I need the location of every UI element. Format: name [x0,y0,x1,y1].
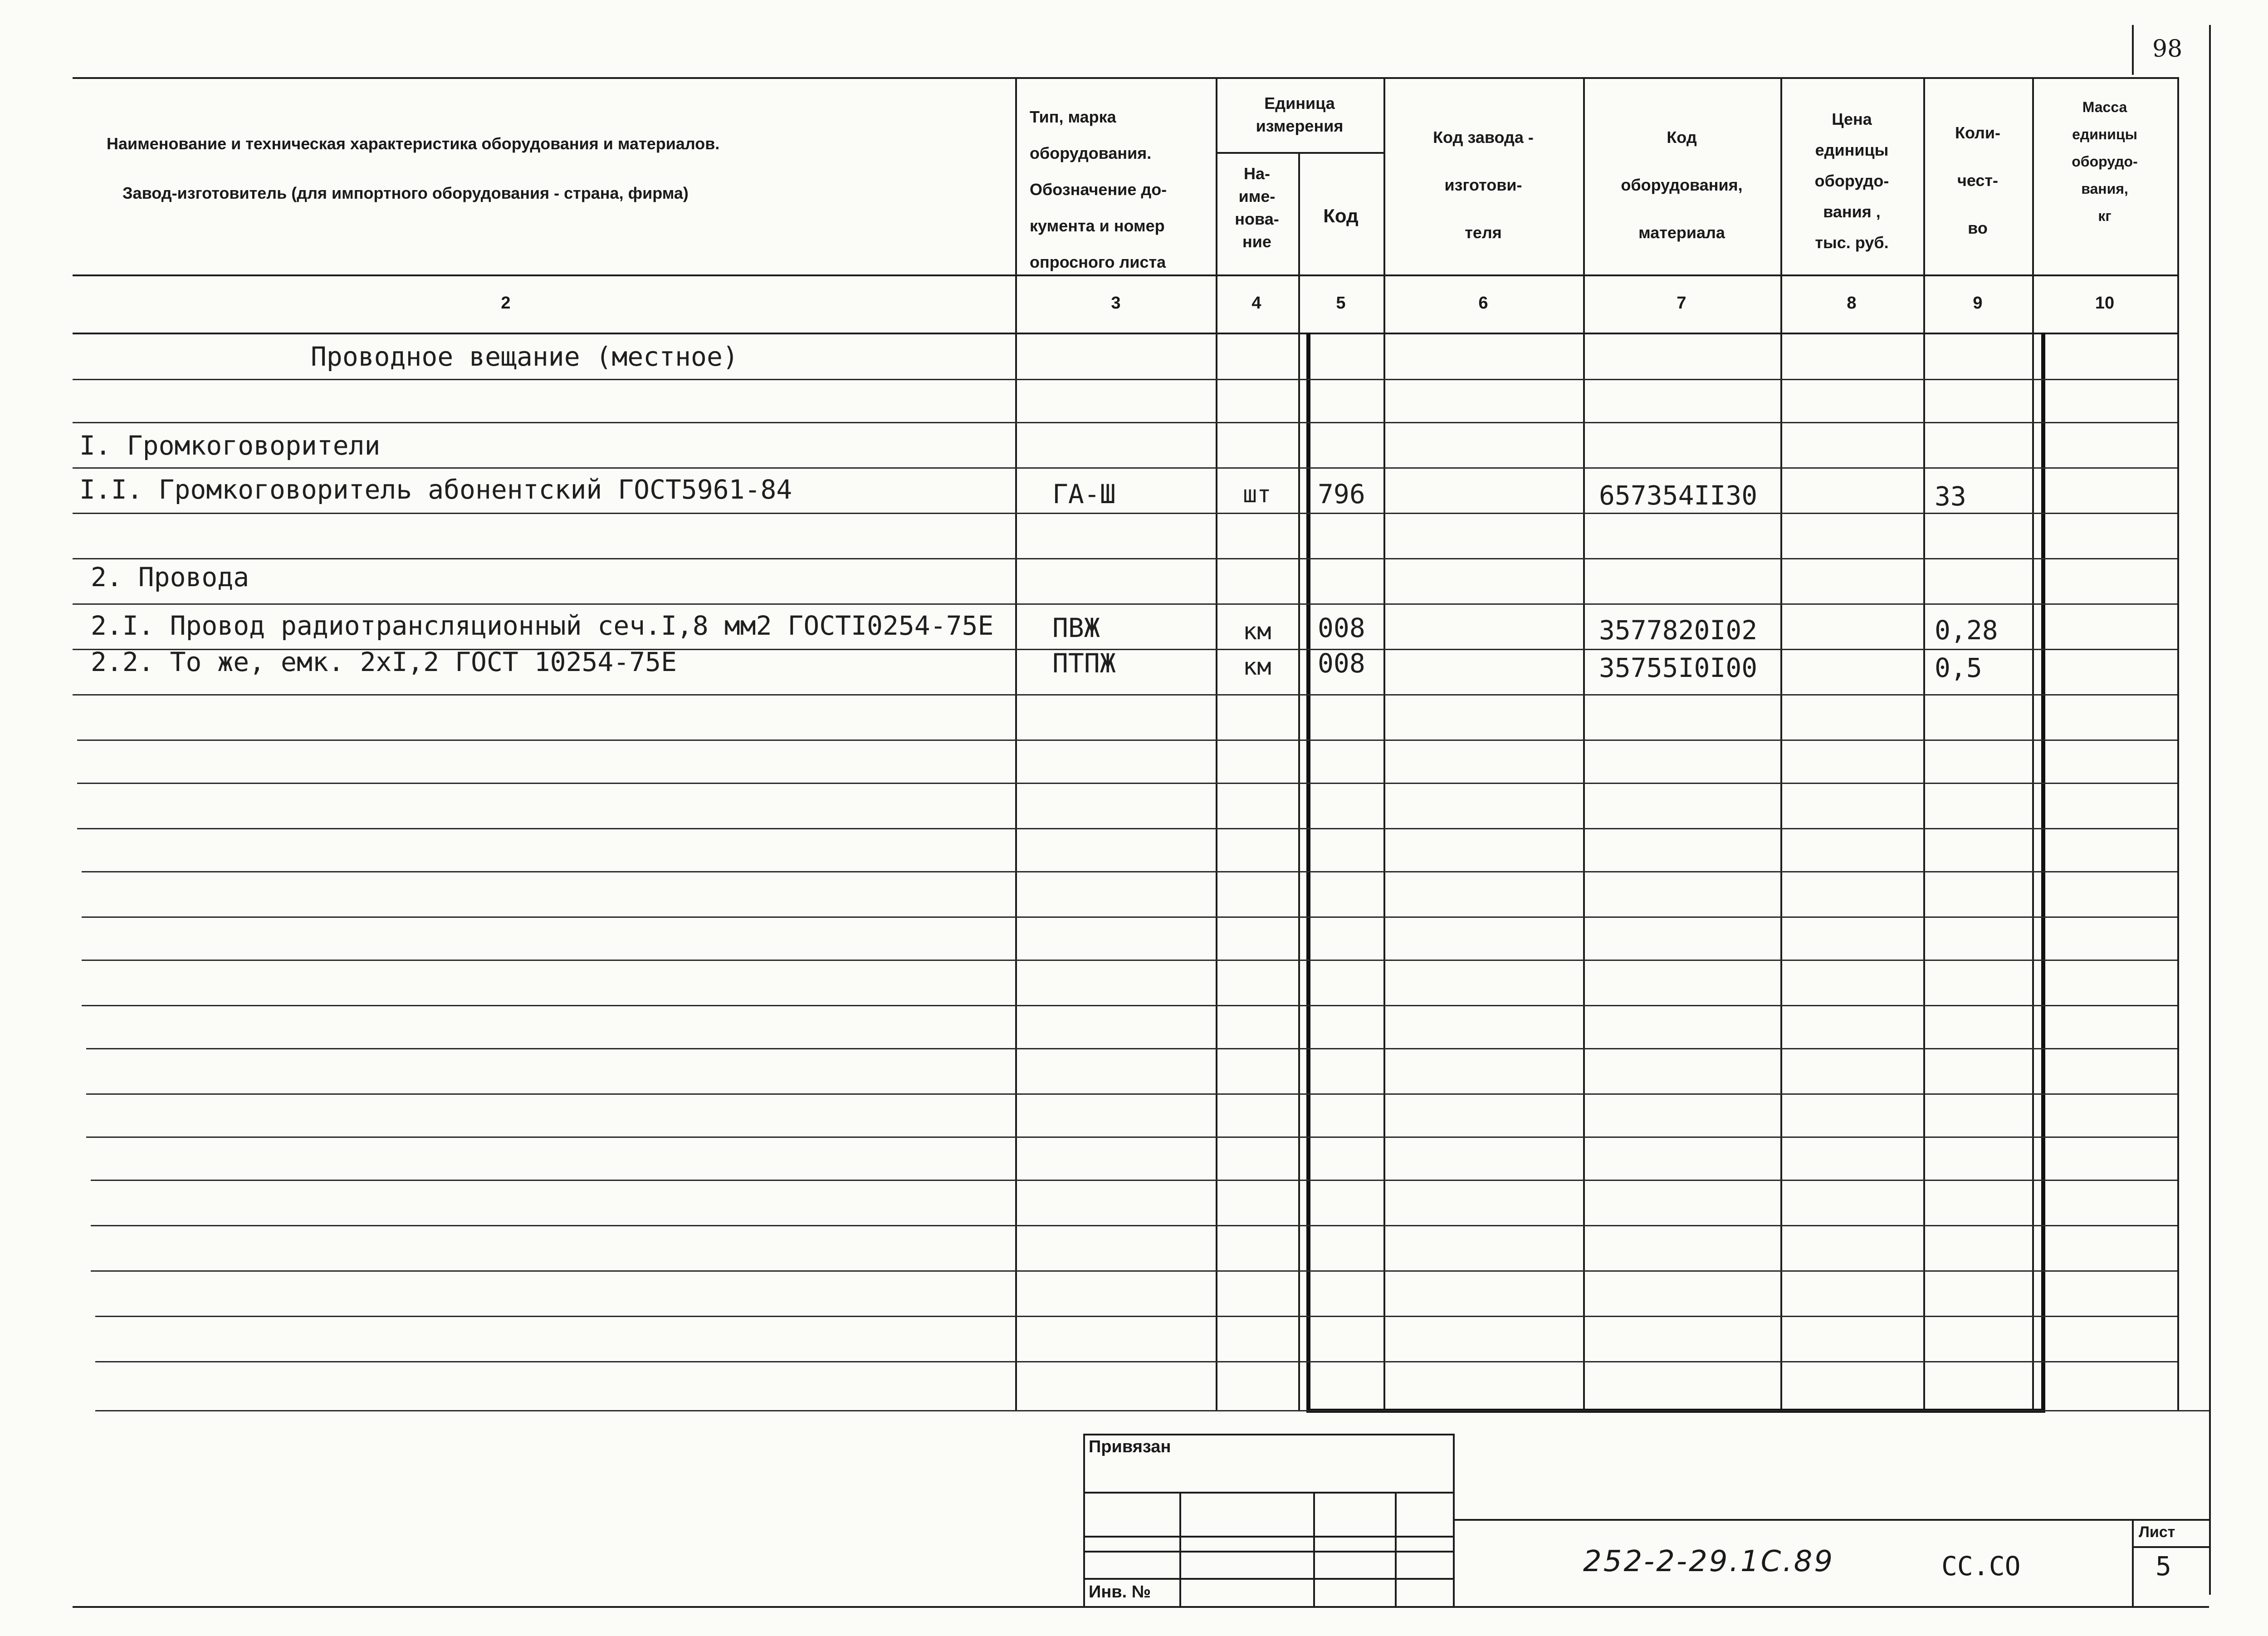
header-unit-group: Единица измерения [1256,94,1344,135]
item-material-code: 3577820I02 [1599,615,1758,646]
inventory-number-label: Инв. № [1089,1582,1151,1602]
section-title: Проводное вещание (местное) [311,341,738,372]
item-type: ПВЖ [1052,612,1100,643]
item-name: I.I. Громкоговоритель абонентский ГОСТ5961-84 [79,474,792,505]
document-mark: СС.СО [1941,1551,2021,1582]
stamp-line [1313,1492,1315,1606]
item-quantity: 33 [1935,481,1966,512]
row-line [91,1180,2177,1181]
col-divider-4 [1216,77,1217,1411]
right-frame [2209,25,2211,1595]
row-line [95,1316,2177,1317]
stamp-line [1453,1519,2209,1521]
colnum-bottom-border [73,333,2177,334]
row-line [86,1048,2177,1049]
row-line [73,467,2177,469]
group-wires: 2. Провода [91,562,249,593]
colnum-10: 10 [2095,294,2115,313]
item-name: 2.2. То же, емк. 2хI,2 ГОСТ 10254-75Е [91,647,677,677]
colnum-5: 5 [1336,294,1346,313]
item-material-code: 657354II30 [1599,480,1758,511]
bound-label: Привязан [1089,1437,1171,1456]
row-line [77,828,2177,829]
stamp-line [1083,1492,1453,1494]
row-line [86,1136,2177,1138]
header-col7: Код оборудования, материала [1621,128,1743,242]
header-col8: Цена единицы оборудо- вания , тыс. руб. [1814,110,1889,252]
item-unit-code: 796 [1318,479,1365,509]
col-divider-6 [1383,77,1385,1411]
header-col2-line2: Завод-изготовитель (для импортного оборудования - страна, фирма) [122,184,689,202]
colnum-7: 7 [1677,294,1686,313]
col-divider-10 [2032,77,2034,1411]
row-line [91,1270,2177,1272]
stamp-line [1083,1434,1453,1435]
header-col9: Коли- чест- во [1955,123,2001,237]
stamp-line [1179,1492,1181,1606]
row-line [95,1361,2177,1362]
row-line [73,558,2177,559]
colnum-4: 4 [1251,294,1261,313]
colnum-6: 6 [1478,294,1488,313]
item-unit: км [1243,618,1271,645]
col-divider-5 [1298,152,1300,1411]
row-line [73,513,2177,514]
stamp-line [1083,1551,1453,1553]
stamp-line [2132,1546,2209,1548]
header-col10: Масса единицы оборудо- вания, кг [2072,99,2138,224]
stamp-line [1083,1578,1453,1580]
page-number: 98 [2152,35,2183,63]
row-line [82,871,2177,872]
table-top-border [73,77,2177,79]
header-col3: Тип, марка оборудования. Обозначение до- кумента и номер опросного листа [1030,108,1167,271]
group-loudspeakers: I. Громкоговорители [79,430,381,461]
stamp-line [1083,1434,1085,1606]
row-line [73,422,2177,423]
colnum-8: 8 [1847,294,1857,313]
item-unit: км [1243,653,1271,681]
item-name: 2.I. Провод радиотрансляционный сеч.I,8 мм2 ГОСТI0254-75Е [91,610,994,641]
stamp-line [1083,1536,1453,1538]
row-line [82,1005,2177,1006]
col-divider-right [2177,77,2179,1411]
header-col2-line1: Наименование и техническая характеристика оборудования и материалов. [107,134,720,153]
row-line-bottom [95,1410,2209,1411]
item-type: ГА-Ш [1052,479,1116,509]
item-unit: шт [1243,481,1271,508]
header-col6: Код завода - изготови- теля [1433,128,1534,242]
col-divider-9 [1923,77,1925,1411]
unit-group-divider [1216,152,1383,154]
item-unit-code: 008 [1318,612,1365,643]
stamp-line [1395,1492,1397,1606]
page-number-divider [2132,25,2134,75]
header-col5: Код [1323,205,1359,226]
item-quantity: 0,28 [1935,615,1998,646]
item-material-code: 35755I0I00 [1599,652,1758,683]
row-line [82,960,2177,961]
row-line [73,694,2177,696]
document-code: 252-2-29.1С.89 [1583,1545,1835,1578]
page-bottom-border [73,1606,2209,1608]
item-unit-code: 008 [1318,648,1365,679]
colnum-9: 9 [1973,294,1983,313]
colnum-3: 3 [1111,294,1121,313]
sheet-label: Лист [2139,1523,2175,1541]
col-divider-7 [1583,77,1585,1411]
row-line [73,379,2177,380]
row-line [86,1093,2177,1095]
sheet-value: 5 [2156,1551,2171,1582]
colnum-2: 2 [501,294,511,313]
row-line [73,603,2177,605]
row-line [77,740,2177,741]
row-line [82,916,2177,918]
item-quantity: 0,5 [1935,652,1982,683]
item-type: ПТПЖ [1052,648,1116,679]
stamp-line [2132,1519,2134,1606]
row-line [77,783,2177,784]
header-col4: На- име- нова- ние [1235,164,1279,251]
col-divider-8 [1780,77,1782,1411]
row-line [91,1225,2177,1226]
